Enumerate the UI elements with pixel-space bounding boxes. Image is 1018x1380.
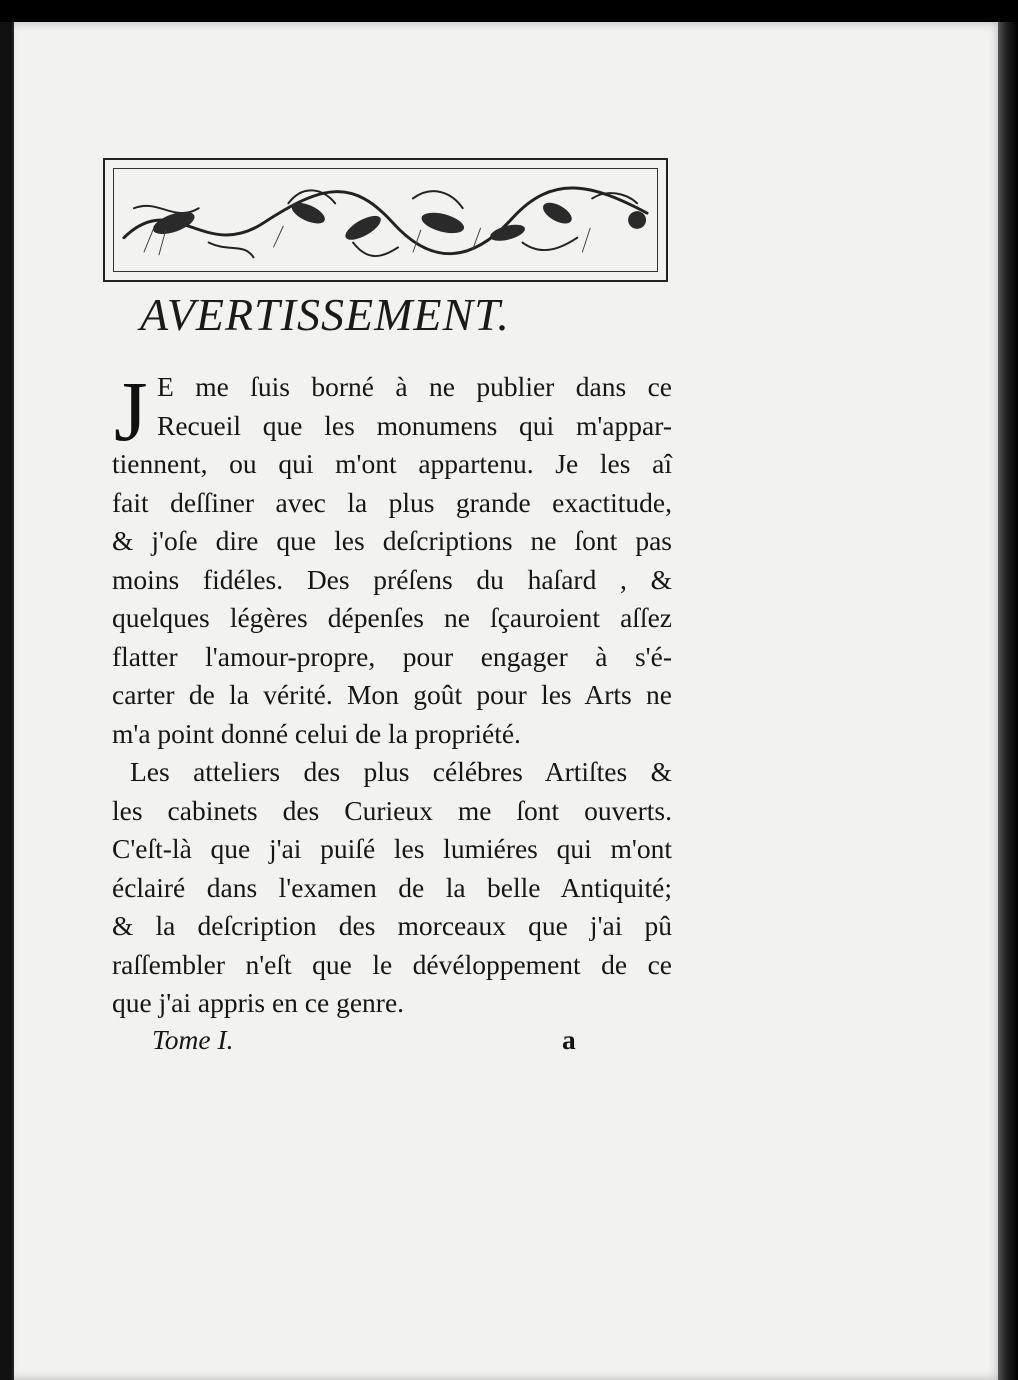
text-line: E me ſuis borné à ne publier dans ce (157, 371, 672, 402)
text-line: m'a point donné celui de la propriété. (112, 717, 521, 749)
page-footer (112, 1024, 672, 1064)
ornamental-headpiece (103, 158, 668, 282)
page-heading: AVERTISSEMENT. (140, 289, 510, 340)
text-line: moins fidéles. Des préſens du haſard , & (112, 563, 672, 595)
text-line: fait deſſiner avec la plus grande exactitude, (112, 486, 672, 518)
text-line: Les atteliers des plus célébres Artiſtes & (130, 756, 672, 787)
text-line: C'eſt-là que j'ai puiſé les lumiéres qui m'ont (112, 833, 672, 864)
drop-cap: J (114, 363, 148, 459)
text-line: Recueil que les monumens qui m'appar- (157, 409, 672, 441)
text-line: tiennent, ou qui m'ont appartenu. Je les aî (112, 448, 672, 479)
text-line: raſſembler n'eſt que le dévéloppement de ce (112, 948, 672, 980)
text-line: quelques légères dépenſes ne ſçauroient aſſez (112, 602, 672, 633)
text-line: éclairé dans l'examen de la belle Antiquité; (112, 871, 672, 903)
text-line: les cabinets des Curieux me ſont ouverts. (112, 794, 672, 826)
scan-left-edge (0, 22, 12, 1380)
text-line: carter de la vérité. Mon goût pour les Arts ne (112, 679, 672, 710)
text-line: flatter l'amour-propre, pour engager à s'é- (112, 640, 672, 672)
foliate-vine-ornament (114, 169, 657, 271)
signature-mark: a (562, 1024, 576, 1055)
text-line: que j'ai appris en ce genre. (112, 987, 405, 1018)
text-line: & j'oſe dire que les deſcriptions ne ſont pas (112, 525, 672, 556)
text-line: & la deſcription des morceaux que j'ai pû (112, 910, 672, 941)
volume-label: Tome I. (152, 1024, 234, 1055)
scan-right-edge (998, 22, 1018, 1380)
body-text (112, 363, 672, 1023)
